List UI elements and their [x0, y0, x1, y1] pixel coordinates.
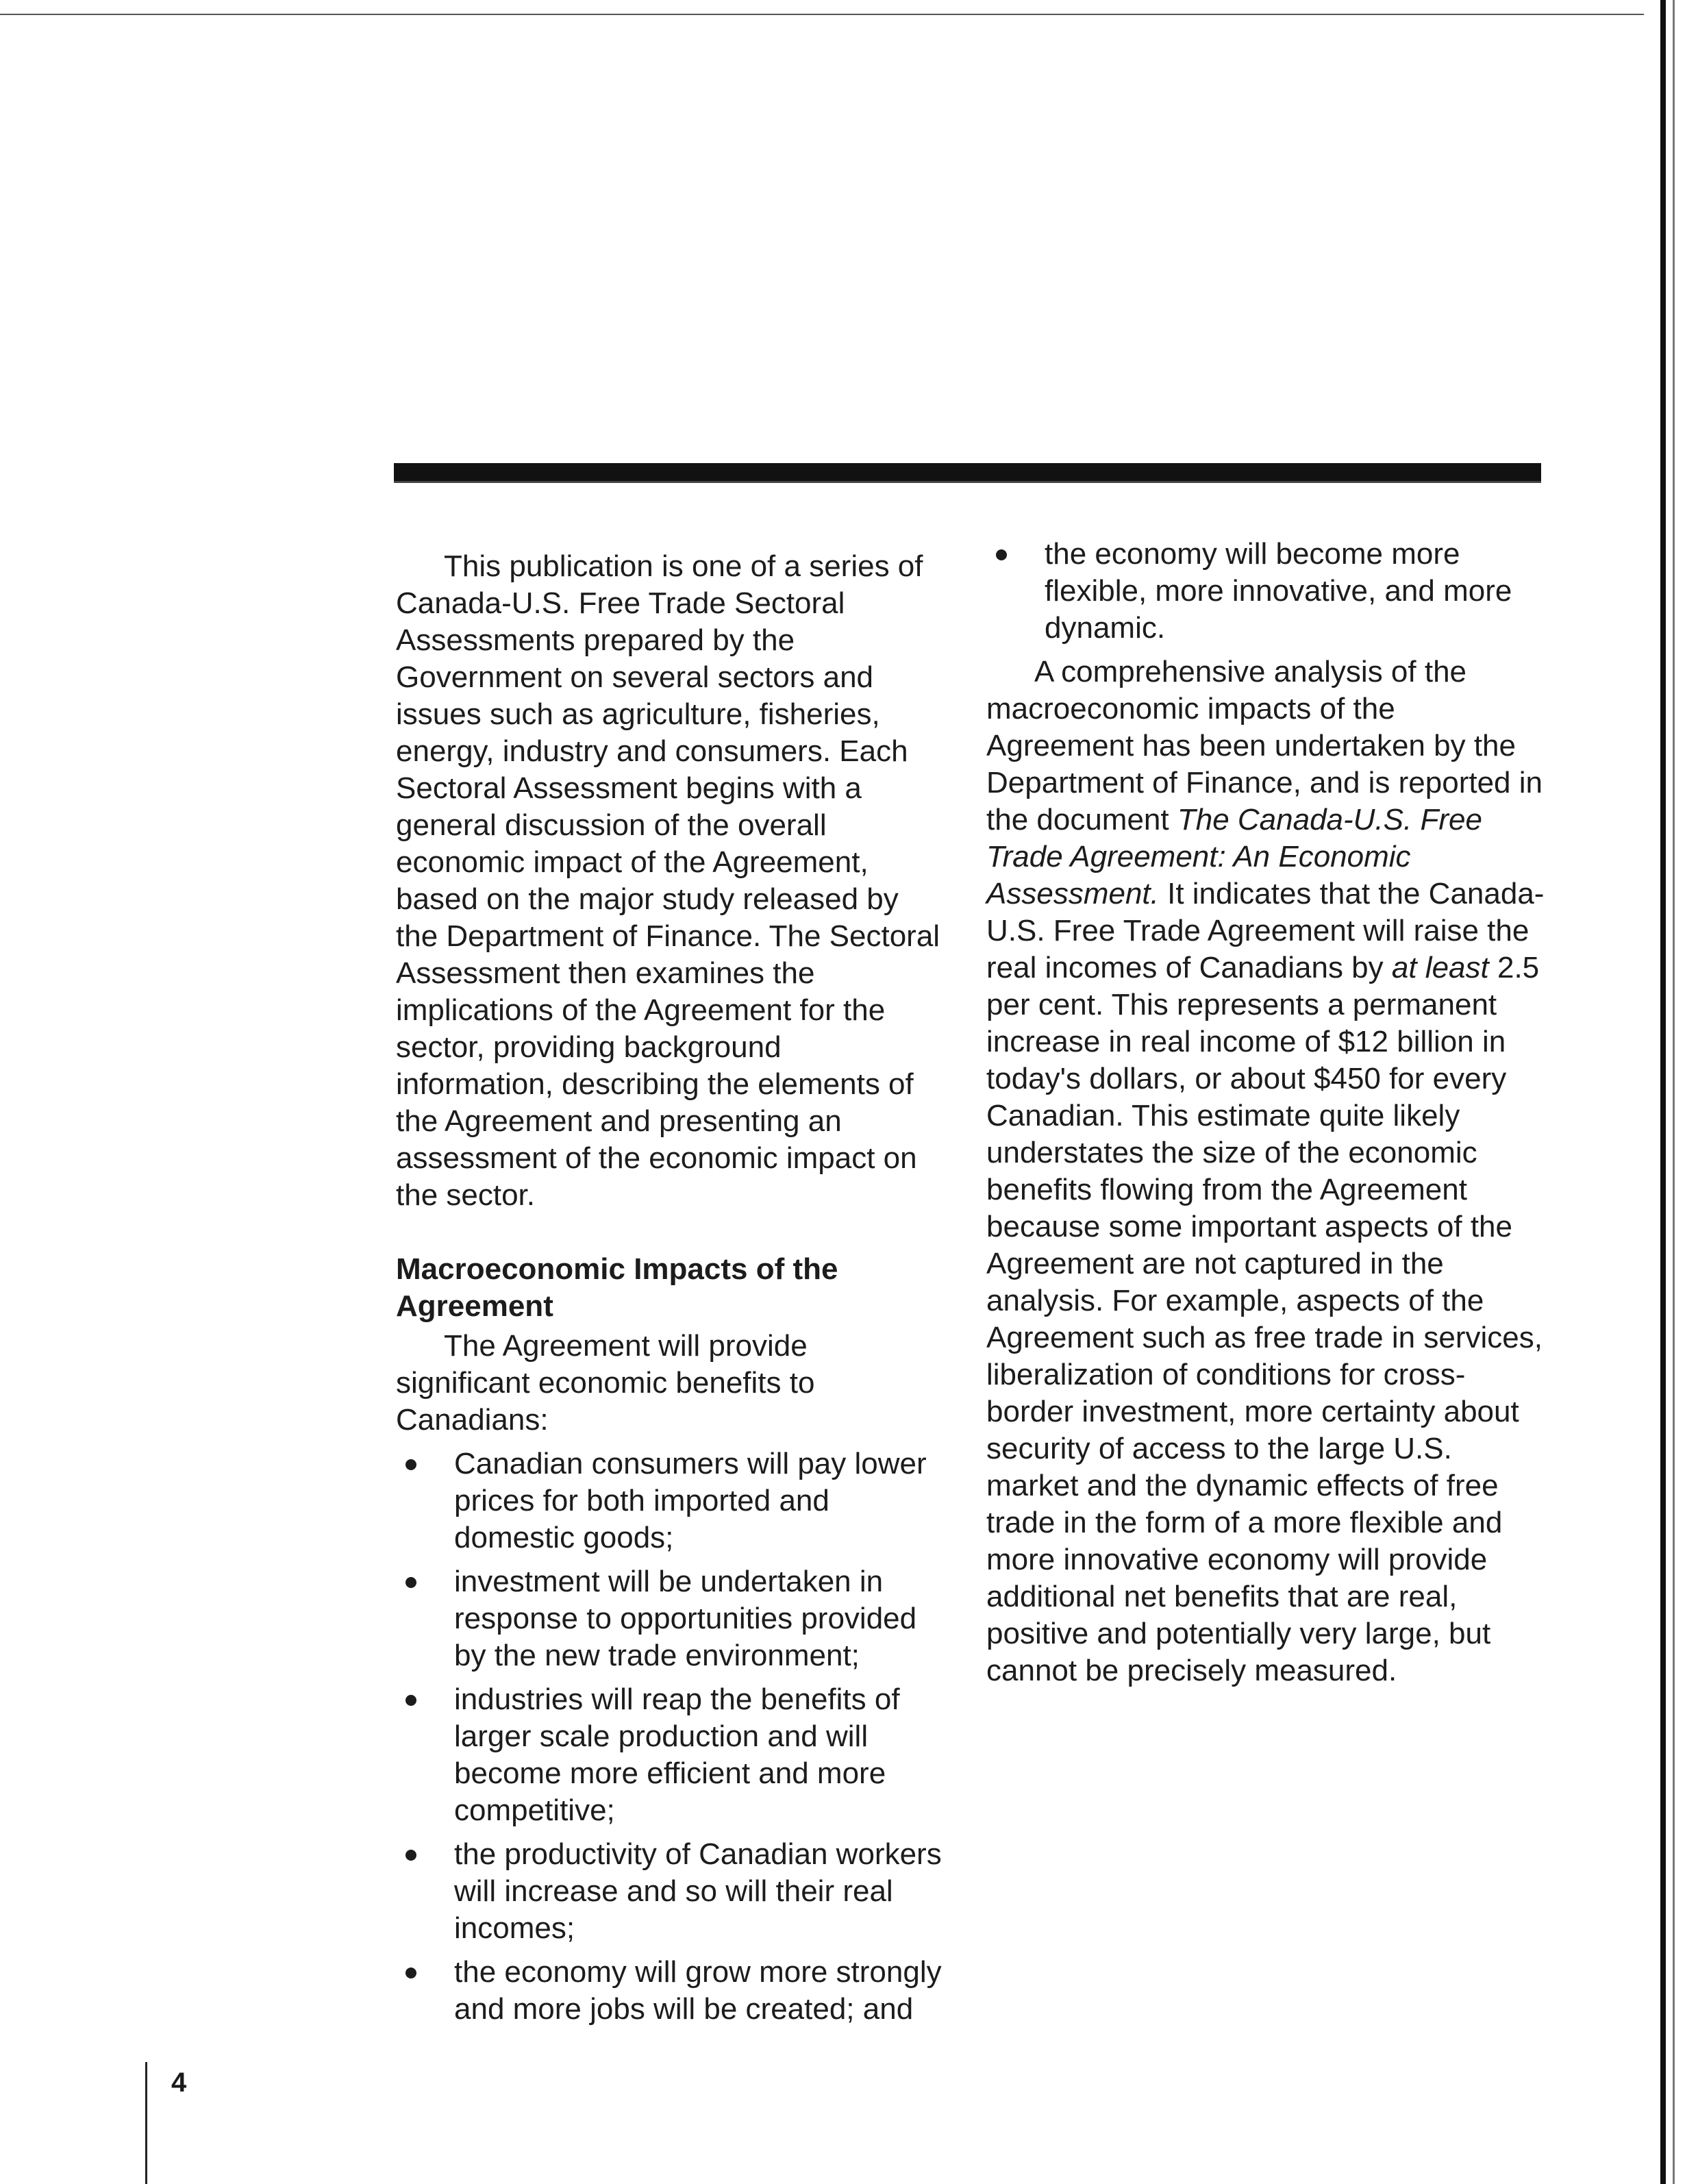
list-item-text: industries will reap the benefits of larger scale production and will become more efficient and more competitive; [454, 1683, 900, 1827]
list-item-text: investment will be undertaken in response to opportunities provided by the new trade environment; [454, 1565, 917, 1672]
bullet-icon [996, 549, 1007, 560]
intro-paragraph: This publication is one of a series of Canada-U.S. Free Trade Sectoral Assessments prepared by the Government on several sectors and issues such as agriculture, fisheries, energy, industry and consumers. Each Sectoral Assessment begins with a general discussion of the overall economic impact of the Agreement, based on the major study released by the Department of Finance. The Sectoral Assessment then examines the implications of the Agreement for the sector, providing background information, describing the elements of the Agreement and presenting an assessment of the economic impact on the sector. [396, 549, 940, 1212]
list-item-text: Canadian consumers will pay lower prices for both imported and domestic goods; [454, 1447, 927, 1554]
page-number: 4 [171, 2068, 187, 2098]
page-number-bar [145, 2062, 147, 2184]
list-item [396, 1681, 944, 1829]
section-heading: Macroeconomic Impacts of the Agreement [396, 1252, 838, 1323]
left-column [396, 548, 944, 2035]
analysis-text-b: It indicates that the Canada-U.S. Free Trade Agreement will raise the real incomes of Canadians by [986, 877, 1545, 984]
page-edge-line-secondary [1673, 0, 1675, 2184]
bullet-icon [405, 1459, 416, 1470]
right-column [986, 536, 1548, 1689]
benefits-list [396, 1445, 944, 2028]
bullet-icon [405, 1968, 416, 1978]
analysis-text-a: A comprehensive analysis of the macroeconomic impacts of the Agreement has been undertaken by the Department of Finance, and is reported in the document [986, 655, 1543, 836]
document-title: The Canada-U.S. Free Trade Agreement: An Economic Assessment. [986, 803, 1482, 910]
list-item [396, 1836, 944, 1947]
list-item [986, 536, 1548, 647]
list-item-text: the economy will grow more strongly and more jobs will be created; and [454, 1955, 942, 2026]
lead-paragraph: The Agreement will provide significant economic benefits to Canadians: [396, 1329, 815, 1437]
bullet-icon [405, 1850, 416, 1861]
section-rule [394, 463, 1541, 483]
list-item [396, 1563, 944, 1674]
list-item [396, 1954, 944, 2028]
analysis-text-c: 2.5 per cent. This represents a permanent increase in real income of $12 billion in today's dollars, or about $450 for every Canadian. This estimate quite likely understates the size of the economic benefits flowing from the Agreement because some important aspects of the Agreement are not captured in the analysis. For example, aspects of the Agreement such as free trade in services, liberalization of conditions for cross-border investment, more certainty about security of access to the large U.S. market and the dynamic effects of free trade in the form of a more flexible and more innovative economy will provide additional net benefits that are real, positive and potentially very large, but cannot be precisely measured. [986, 951, 1543, 1687]
list-item-text: the economy will become more flexible, more innovative, and more dynamic. [1045, 537, 1512, 645]
top-rule [0, 14, 1644, 15]
emphasis-text: at least [1391, 951, 1489, 984]
bullet-icon [405, 1695, 416, 1706]
analysis-paragraph [986, 654, 1548, 1689]
list-item [396, 1445, 944, 1556]
continued-list [986, 536, 1548, 647]
list-item-text: the productivity of Canadian workers will increase and so will their real incomes; [454, 1837, 942, 1945]
page-edge-line [1660, 0, 1666, 2184]
bullet-icon [405, 1577, 416, 1588]
